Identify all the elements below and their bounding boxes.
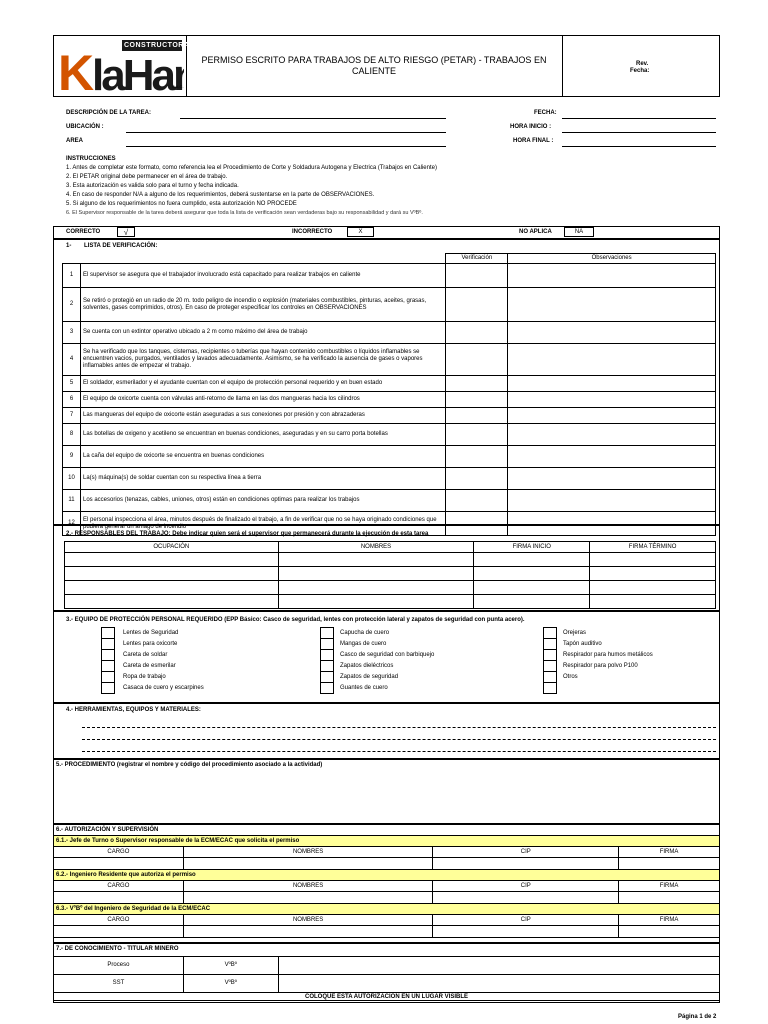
table-row[interactable] [65, 567, 716, 581]
hora-final-label: HORA FINAL : [513, 138, 554, 144]
autorizacion-table: 6.1.- Jefe de Turno o Supervisor responsable de la ECM/ECAC que solicita el permiso CARGO NOMBRES CIP FIRMA 6.2.- Ingeniero Residente que autoriza el permiso CARGO NOMBRES CIP FIRMA 6.3.- VºBº del Ingeniero de Seguridad de la ECM/ECAC CARGO NOMBRES CIP FIRMA [53, 835, 720, 938]
checklist-row: 3 Se cuenta con un extintor operativo ubicado a 2 m como máximo del área de trabajo [63, 322, 716, 344]
epp-item: Otros [563, 674, 578, 680]
herramientas-line[interactable] [82, 739, 716, 740]
legend-correcto: CORRECTO [66, 229, 101, 235]
legend-frame [53, 226, 720, 239]
hora-inicio-label: HORA INICIO : [510, 124, 552, 130]
epp-checkbox[interactable] [320, 682, 334, 694]
col-nombres: NOMBRES [278, 542, 474, 553]
verification-cell[interactable] [446, 264, 508, 288]
checklist-row: 9 La caña del equipo de oxicorte se encuentra en buenas condiciones [63, 446, 716, 468]
epp-item: Careta de esmerilar [123, 663, 176, 669]
ubicacion-label: UBICACIÓN : [66, 124, 104, 130]
epp-item: Zapatos de seguridad [340, 674, 399, 680]
observation-cell[interactable] [508, 344, 716, 376]
svg-text:laHan: laHa [92, 51, 173, 94]
autorizacion-sub-1: 6.1.- Jefe de Turno o Supervisor responsable de la ECM/ECAC que solicita el permiso [54, 836, 720, 847]
rev-label: Rev. [636, 61, 649, 67]
footer-notice: COLOQUE ESTA AUTORIZACION EN UN LUGAR VISIBLE [54, 993, 720, 1003]
instruction-6: 6. El Supervisor responsable de la tarea deberá asegurar que toda la lista de verificación sean verdaderas bajo su responsabilidad y dará su VºBº. [66, 210, 423, 216]
verification-cell[interactable] [446, 288, 508, 322]
col-firma-termino: FIRMA TÉRMINO [590, 542, 716, 553]
table-row[interactable] [54, 858, 720, 870]
vobo-field[interactable] [278, 957, 719, 975]
col-ocupacion: OCUPACIÓN [65, 542, 279, 553]
page-number: Página 1 de 2 [678, 1014, 717, 1020]
epp-title: 3.- EQUIPO DE PROTECCIÓN PERSONAL REQUERIDO (EPP Básico: Casco de seguridad, lentes con protección lateral y zapatos de seguridad con punta acero). [66, 617, 525, 623]
legend-no-aplica-mark: NA [564, 227, 594, 237]
checklist-row: 8 Las botellas de oxigeno y acetileno se encuentran en buenas condiciones, aseguradas y en su carro porta botellas [63, 424, 716, 446]
epp-item: Lentes de Seguridad [123, 630, 179, 636]
epp-item: Casaca de cuero y escarpines [123, 685, 204, 691]
observation-cell[interactable] [508, 490, 716, 512]
herramientas-line[interactable] [82, 751, 716, 752]
observation-cell[interactable] [508, 288, 716, 322]
checklist-row: 11 Los accesorios (tenazas, cables, uniones, otros) están en condiciones optimas para realizar los trabajos [63, 490, 716, 512]
area-label: AREA [66, 138, 84, 144]
verification-cell[interactable] [446, 322, 508, 344]
observation-cell[interactable] [508, 264, 716, 288]
table-row[interactable] [54, 926, 720, 938]
form-title: PERMISO ESCRITO PARA TRABAJOS DE ALTO RIESGO (PETAR) - TRABAJOS EN CALIENTE [201, 55, 547, 76]
area-field[interactable] [126, 146, 446, 147]
epp-item: Respirador para polvo P100 [563, 663, 638, 669]
observation-cell[interactable] [508, 468, 716, 490]
company-logo [56, 38, 190, 94]
epp-item: Ropa de trabajo [123, 674, 166, 680]
verification-cell[interactable] [446, 408, 508, 424]
verification-cell[interactable] [446, 446, 508, 468]
instruction-1: 1. Antes de completar este formato, como referencia lea el Procedimiento de Corte y Soldadura Autogena y Electrica (Trabajos en Caliente) [66, 165, 437, 171]
epp-checkbox[interactable] [543, 682, 557, 694]
verification-cell[interactable] [446, 424, 508, 446]
logo-sac-text: S.A.C. [172, 84, 184, 89]
fecha-label: FECHA: [534, 110, 557, 116]
legend-incorrecto-mark: X [347, 227, 374, 237]
fecha-header-label: Fecha: [630, 68, 650, 74]
verification-cell[interactable] [446, 376, 508, 392]
checklist-row: 5 El soldador, esmerilador y el ayudante cuentan con el equipo de protección personal requerido y en buen estado [63, 376, 716, 392]
logo-top-text: CONSTRUCTORA [124, 42, 190, 49]
col-verificacion: Verificación [446, 254, 508, 264]
checklist-row: 2 Se retiró o protegió en un radio de 20 m. todo peligro de incendio o explosión (materiales combustibles, pinturas, aceites, grasas, solventes, gases comprimidos, otros). En caso de proteger especificar los controles en OBSERVACIONES [63, 288, 716, 322]
hora-final-field[interactable] [562, 146, 716, 147]
descripcion-label: DESCRIPCIÓN DE LA TAREA: [66, 110, 152, 116]
vobo-field[interactable] [278, 975, 719, 993]
conocimiento-table: Proceso VºBº SST VºBº COLOQUE ESTA AUTORIZACION EN UN LUGAR VISIBLE [53, 956, 720, 1003]
table-row[interactable] [54, 892, 720, 904]
checklist-row: 4 Se ha verificado que los tanques, cisternas, recipientes o tuberías que hayan contenido combustibles o líquidos inflamables se encuentren vacios, purgados, ventilados y lavados adecuadamente. Asimismo, se ha verificado la ausencia de gases o vapores inflamables antes de empezar el trabajo. [63, 344, 716, 376]
legend-no-aplica: NO APLICA [519, 229, 552, 235]
epp-item: Lentes para oxicorte [123, 641, 178, 647]
herramientas-line[interactable] [82, 727, 716, 728]
table-row[interactable] [65, 553, 716, 567]
responsables-table [64, 541, 716, 609]
table-row[interactable] [65, 581, 716, 595]
checklist-section-number: 1- [66, 243, 72, 249]
epp-item: Mangas de cuero [340, 641, 387, 647]
epp-checkbox[interactable] [101, 682, 115, 694]
descripcion-field[interactable] [180, 118, 446, 119]
verification-cell[interactable] [446, 490, 508, 512]
conocimiento-title: 7.- DE CONOCIMIENTO - TITULAR MINERO [56, 946, 179, 952]
checklist-row: 10 La(s) máquina(s) de soldar cuentan con su respectiva línea a tierra [63, 468, 716, 490]
verification-cell[interactable] [446, 392, 508, 408]
instruction-4: 4. En caso de responder N/A a alguno de los requerimientos, deberá sustentarse en la parte de OBSERVACIONES. [66, 192, 375, 198]
epp-item: Casco de seguridad con barbiquejo [340, 652, 435, 658]
verification-cell[interactable] [446, 344, 508, 376]
epp-item: Orejeras [563, 630, 587, 636]
procedimiento-title: 5.- PROCEDIMIENTO (registrar el nombre y código del procedimiento asociado a la actividad) [56, 762, 323, 768]
responsables-title: 2.- RESPONSABLES DEL TRABAJO: Debe indicar quien será el supervisor que permanecerá durante la ejecución de esta tarea [66, 531, 429, 537]
observation-cell[interactable] [508, 322, 716, 344]
checklist-table [62, 253, 716, 536]
epp-item: Capucha de cuero [340, 630, 390, 636]
ubicacion-field[interactable] [126, 132, 446, 133]
checklist-row: 6 El equipo de oxicorte cuenta con válvulas anti-retorno de llama en las dos mangueras hacia los cilindros [63, 392, 716, 408]
svg-text:K: K [58, 45, 91, 94]
instruction-2: 2. El PETAR original debe permanecer en el área de trabajo. [66, 174, 228, 180]
instructions-title: INSTRUCCIONES [66, 156, 116, 162]
col-observaciones: Observaciones [508, 254, 716, 264]
instruction-3: 3. Esta autorización es valida solo para el turno y fecha indicada. [66, 183, 239, 189]
herramientas-title: 4.- HERRAMIENTAS, EQUIPOS Y MATERIALES: [66, 707, 201, 713]
epp-item: Zapatos dieléctricos [340, 663, 394, 669]
checklist-row: 7 Las mangueras del equipo de oxicorte están aseguradas a sus conexiones por presión y con abrazaderas [63, 408, 716, 424]
verification-cell[interactable] [446, 468, 508, 490]
autorizacion-sub-3: 6.3.- VºBº del Ingeniero de Seguridad de la ECM/ECAC [54, 904, 720, 915]
epp-item: Careta de soldar [123, 652, 168, 658]
instruction-5: 5. Si alguno de los requerimientos no fuera cumplido, esta autorización NO PROCEDE [66, 201, 297, 207]
checklist-title: LISTA DE VERIFICACIÓN: [84, 243, 158, 249]
legend-correcto-mark: √ [117, 227, 135, 237]
autorizacion-title: 6.- AUTORIZACIÓN Y SUPERVISIÓN [56, 827, 159, 833]
observation-cell[interactable] [508, 392, 716, 408]
legend-incorrecto: INCORRECTO [292, 229, 333, 235]
checklist-row: 1 El supervisor se asegura que el trabajador involucrado está capacitado para realizar trabajos en caliente [63, 264, 716, 288]
checklist-row: 12 El personal inspecciona el área, minutos después de finalizado el trabajo, a fin de verificar que no se haya originado condiciones que pudiera generar un amago de incendio [63, 512, 716, 536]
epp-item: Tapón auditivo [563, 641, 602, 647]
col-firma-inicio: FIRMA INICIO [474, 542, 590, 553]
observation-cell[interactable] [508, 376, 716, 392]
epp-item: Guantes de cuero [340, 685, 388, 691]
fecha-field[interactable] [562, 118, 716, 119]
observation-cell[interactable] [508, 446, 716, 468]
hora-inicio-field[interactable] [562, 132, 716, 133]
autorizacion-sub-2: 6.2.- Ingeniero Residente que autoriza el permiso [54, 870, 720, 881]
observation-cell[interactable] [508, 408, 716, 424]
table-row[interactable] [65, 595, 716, 609]
epp-item: Respirador para humos metálicos [563, 652, 653, 658]
observation-cell[interactable] [508, 424, 716, 446]
